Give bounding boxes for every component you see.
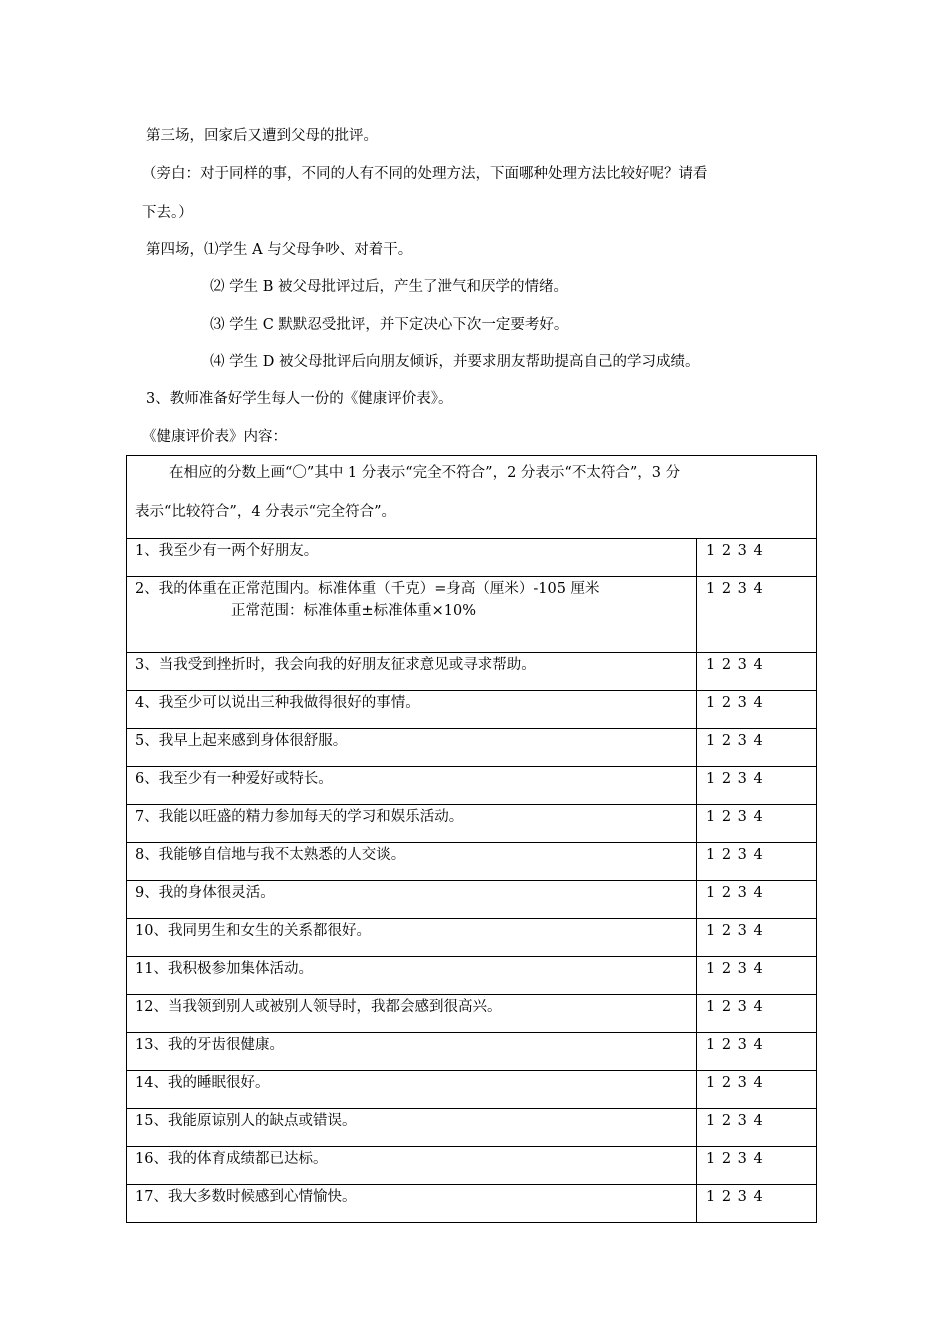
table-row [127, 995, 817, 1033]
score-cell[interactable] [697, 957, 817, 995]
table-row [127, 1109, 817, 1147]
statement-cell [127, 1109, 697, 1147]
statement-text: 7、我能以旺盛的精力参加每天的学习和娱乐活动。 [135, 809, 464, 825]
table-row [127, 1147, 817, 1185]
score-options[interactable]: 1 2 3 4 [706, 1037, 763, 1053]
score-cell[interactable] [697, 539, 817, 577]
scene-4-text: 第四场，⑴学生 A 与父母争吵、对着干。 [146, 242, 413, 258]
statement-text: 8、我能够自信地与我不太熟悉的人交谈。 [135, 847, 406, 863]
intro-line-1: 在相应的分数上画“〇”其中 1 分表示“完全不符合”，2 分表示“不太符合”，3 分 [169, 465, 681, 481]
score-cell[interactable] [697, 1071, 817, 1109]
statement-text: 12、当我领到别人或被别人领导时，我都会感到很高兴。 [135, 999, 502, 1015]
statement-text: 2、我的体重在正常范围内。标准体重（千克）=身高（厘米）-105 厘米 [135, 581, 600, 597]
score-options[interactable]: 1 2 3 4 [706, 771, 763, 787]
score-cell[interactable] [697, 1033, 817, 1071]
table-row [127, 843, 817, 881]
score-options[interactable]: 1 2 3 4 [706, 809, 763, 825]
statement-cell [127, 729, 697, 767]
statement-cell [127, 1071, 697, 1109]
score-options[interactable]: 1 2 3 4 [706, 1075, 763, 1091]
score-options[interactable]: 1 2 3 4 [706, 581, 763, 597]
score-options[interactable]: 1 2 3 4 [706, 1189, 763, 1205]
table-row [127, 729, 817, 767]
statement-cell [127, 957, 697, 995]
narration-line-1: （旁白：对于同样的事，不同的人有不同的处理方法，下面哪种处理方法比较好呢？请看 [142, 166, 708, 182]
table-row [127, 577, 817, 653]
table-caption: 《健康评价表》内容： [142, 429, 287, 445]
statement-cell [127, 767, 697, 805]
item-3-text: 3、教师准备好学生每人一份的《健康评价表》。 [146, 391, 453, 407]
score-cell[interactable] [697, 805, 817, 843]
score-cell[interactable] [697, 1185, 817, 1223]
score-options[interactable]: 1 2 3 4 [706, 733, 763, 749]
table-row [127, 539, 817, 577]
intro-line-2: 表示“比较符合”，4 分表示“完全符合”。 [135, 504, 396, 520]
scene-4-option-c: ⑶ 学生 C 默默忍受批评，并下定决心下次一定要考好。 [210, 317, 569, 333]
statement-text: 5、我早上起来感到身体很舒服。 [135, 733, 348, 749]
scene-3-text: 第三场，回家后又遭到父母的批评。 [146, 128, 378, 144]
statement-cell [127, 653, 697, 691]
score-options[interactable]: 1 2 3 4 [706, 885, 763, 901]
statement-cell [127, 995, 697, 1033]
table-row [127, 1071, 817, 1109]
score-options[interactable]: 1 2 3 4 [706, 657, 763, 673]
statement-text: 16、我的体育成绩都已达标。 [135, 1151, 328, 1167]
score-cell[interactable] [697, 577, 817, 653]
statement-cell [127, 1033, 697, 1071]
score-cell[interactable] [697, 1147, 817, 1185]
table-row [127, 1033, 817, 1071]
statement-text: 17、我大多数时候感到心情愉快。 [135, 1189, 357, 1205]
statement-cell [127, 881, 697, 919]
statement-text: 6、我至少有一种爱好或特长。 [135, 771, 333, 787]
table-row [127, 919, 817, 957]
table-row [127, 653, 817, 691]
statement-cell [127, 805, 697, 843]
statement-cell [127, 1147, 697, 1185]
statement-text: 10、我同男生和女生的关系都很好。 [135, 923, 371, 939]
score-cell[interactable] [697, 767, 817, 805]
table-intro-cell [127, 456, 817, 539]
statement-cell [127, 577, 697, 653]
statement-text: 11、我积极参加集体活动。 [135, 961, 313, 977]
score-options[interactable]: 1 2 3 4 [706, 999, 763, 1015]
table-body [127, 456, 817, 1223]
score-cell[interactable] [697, 1109, 817, 1147]
narration-line-2: 下去。） [142, 205, 193, 221]
table-intro-row [127, 456, 817, 539]
table-row [127, 957, 817, 995]
statement-cell [127, 843, 697, 881]
statement-cell [127, 539, 697, 577]
table-row [127, 1185, 817, 1223]
statement-subtext: 正常范围：标准体重±标准体重×10% [231, 603, 477, 619]
score-options[interactable]: 1 2 3 4 [706, 1151, 763, 1167]
statement-text: 3、当我受到挫折时，我会向我的好朋友征求意见或寻求帮助。 [135, 657, 536, 673]
score-options[interactable]: 1 2 3 4 [706, 543, 763, 559]
statement-text: 4、我至少可以说出三种我做得很好的事情。 [135, 695, 420, 711]
score-options[interactable]: 1 2 3 4 [706, 961, 763, 977]
table-row [127, 805, 817, 843]
score-cell[interactable] [697, 919, 817, 957]
statement-text: 1、我至少有一两个好朋友。 [135, 543, 319, 559]
score-cell[interactable] [697, 729, 817, 767]
score-cell[interactable] [697, 691, 817, 729]
scene-4-option-b: ⑵ 学生 B 被父母批评过后，产生了泄气和厌学的情绪。 [210, 279, 568, 295]
score-cell[interactable] [697, 995, 817, 1033]
score-cell[interactable] [697, 843, 817, 881]
table-row [127, 767, 817, 805]
score-cell[interactable] [697, 653, 817, 691]
statement-text: 9、我的身体很灵活。 [135, 885, 275, 901]
statement-text: 15、我能原谅别人的缺点或错误。 [135, 1113, 357, 1129]
score-options[interactable]: 1 2 3 4 [706, 923, 763, 939]
statement-cell [127, 919, 697, 957]
health-evaluation-table [126, 455, 817, 1223]
statement-cell [127, 1185, 697, 1223]
statement-cell [127, 691, 697, 729]
score-options[interactable]: 1 2 3 4 [706, 1113, 763, 1129]
statement-text: 13、我的牙齿很健康。 [135, 1037, 284, 1053]
score-options[interactable]: 1 2 3 4 [706, 847, 763, 863]
score-cell[interactable] [697, 881, 817, 919]
table-row [127, 691, 817, 729]
scene-4-option-d: ⑷ 学生 D 被父母批评后向朋友倾诉，并要求朋友帮助提高自己的学习成绩。 [210, 354, 700, 370]
score-options[interactable]: 1 2 3 4 [706, 695, 763, 711]
table-row [127, 881, 817, 919]
statement-text: 14、我的睡眠很好。 [135, 1075, 270, 1091]
